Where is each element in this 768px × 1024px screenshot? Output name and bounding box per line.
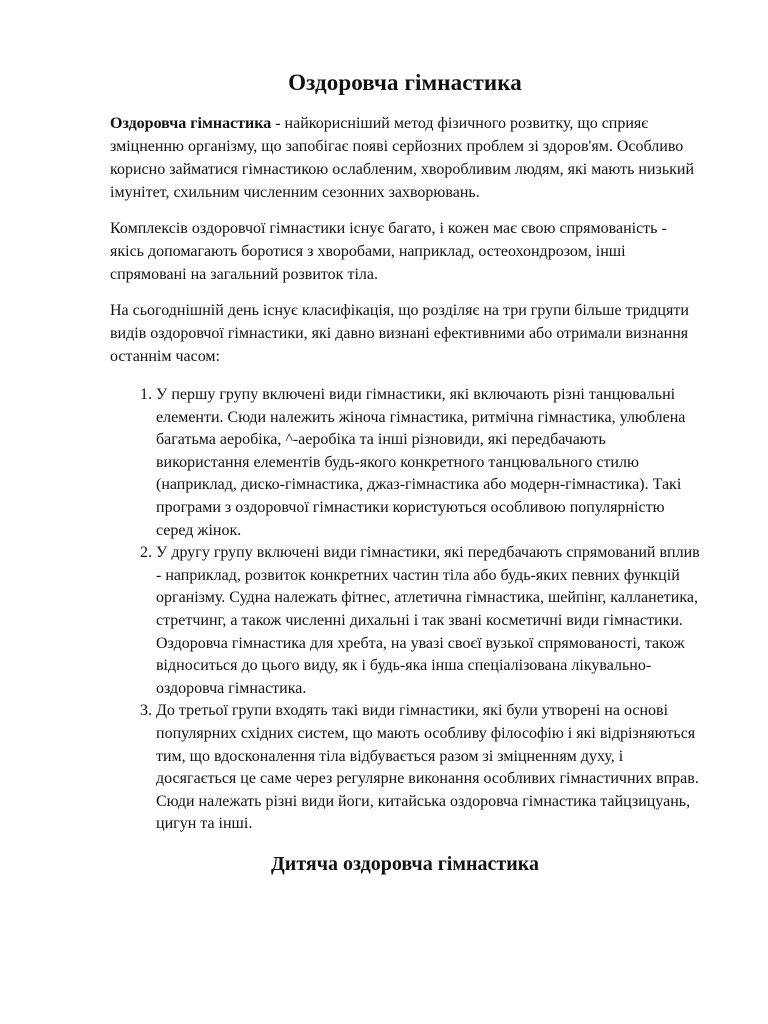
list-item-group-3: 3. До третьої групи входять такі види гімнастики, які були утворені на основі популярних східних систем, що мають особливу філософію і які відрізняються тим, що вдосконалення тіла відбувається разом зі зміцненням духу, і досягається це саме через регулярне виконання особливих гімнастичних вправ. Сюди належать різні види йоги, китайська оздоровча гімнастика тайцзицуань, цигун та інші. [156, 700, 700, 836]
complexes-paragraph: Комплексів оздоровчої гімнастики існує багато, і кожен має свою спрямованість - якісь допомагають боротися з хворобами, наприклад, остеохондрозом, інші спрямовані на загальний розвиток тіла. [110, 220, 667, 283]
gymnastics-groups-list [110, 384, 700, 836]
intro-definition: - найкорисніший метод фізичного розвитку, що сприяє зміцненню організму, що запобігає появі серйозних проблем зі здоров'ям. Особливо корисно займатися гімнастикою ослабленим, хворобливим людям, які мають низький імунітет, схильним численним сезонних захворювань. [110, 115, 695, 201]
classification-paragraph: На сьогоднішній день існує класифікація, що розділяє на три групи більше тридцяти видів оздоровчої гімнастики, які давно визнані ефективними або отримали визнання останнім часом: [110, 302, 689, 365]
list-item-group-2: 2. У другу групу включені види гімнастики, які передбачають спрямований вплив - наприклад, розвиток конкретних частин тіла або будь-яких певних функцій організму. Судна належать фітнес, атлетична гімнастика, шейпінг, калланетика, стретчинг, а також численні дихальні і так звані косметичні види гімнастики. Оздоровча гімнастика для хребта, на увазі своєї вузької спрямованості, також відноситься до цього виду, як і будь-яка інша спеціалізована лікувально-оздоровча гімнастика. [156, 542, 700, 700]
list-item-group-1: 1. У першу групу включені види гімнастики, які включають різні танцювальні елементи. Сюди належить жіноча гімнастика, ритмічна гімнастика, улюблена багатьма аеробіка, ^-аеробіка та інші різновиди, які передбачають використання елементів будь-якого конкретного танцювального стилю (наприклад, диско-гімнастика, джаз-гімнастика або модерн-гімнастика). Такі програми з оздоровчої гімнастики користуються особливою популярністю серед жінок. [156, 384, 700, 542]
document-body [110, 68, 700, 878]
section-heading: Дитяча оздоровча гімнастика [271, 852, 539, 875]
intro-paragraph [110, 112, 700, 204]
intro-term: Оздоровча гімнастика [110, 115, 272, 132]
document-title: Оздоровча гімнастика [288, 70, 522, 95]
